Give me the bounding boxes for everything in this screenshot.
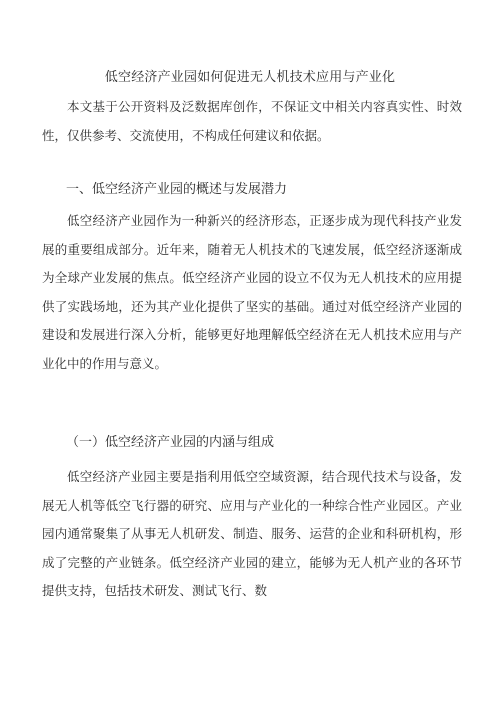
document-title: 低空经济产业园如何促进无人机技术应用与产业化 <box>104 70 396 85</box>
section-body-paragraph: 低空经济产业园作为一种新兴的经济形态，正逐步成为现代科技产业发展的重要组成部分。近年来，随着无人机技术的飞速发展，低空经济逐渐成为全球产业发展的焦点。低空经济产业园的设立不仅为无人机技术的应用提供了实践场地，还为其产业化提供了坚实的基础。通过对低空经济产业园的建设和发展进行深入分析，能够更好地理解低空经济在无人机技术应用与产业化中的作用与意义。 <box>42 213 462 371</box>
disclaimer-paragraph: 本文基于公开资料及泛数据库创作，不保证文中相关内容真实性、时效性，仅供参考、交流使用，不构成任何建议和依据。 <box>42 99 462 143</box>
subsection-heading: （一）低空经济产业园的内涵与组成 <box>66 435 275 450</box>
section-heading: 一、低空经济产业园的概述与发展潜力 <box>66 182 288 197</box>
subsection-body-paragraph: 低空经济产业园主要是指利用低空空域资源，结合现代技术与设备，发展无人机等低空飞行器的研究、应用与产业化的一种综合性产业园区。产业园内通常聚集了从事无人机研发、制造、服务、运营的企业和科研机构，形成了完整的产业链条。低空经济产业园的建立，能够为无人机产业的各环节提供支持，包括技术研发、测试飞行、数 <box>42 469 462 598</box>
